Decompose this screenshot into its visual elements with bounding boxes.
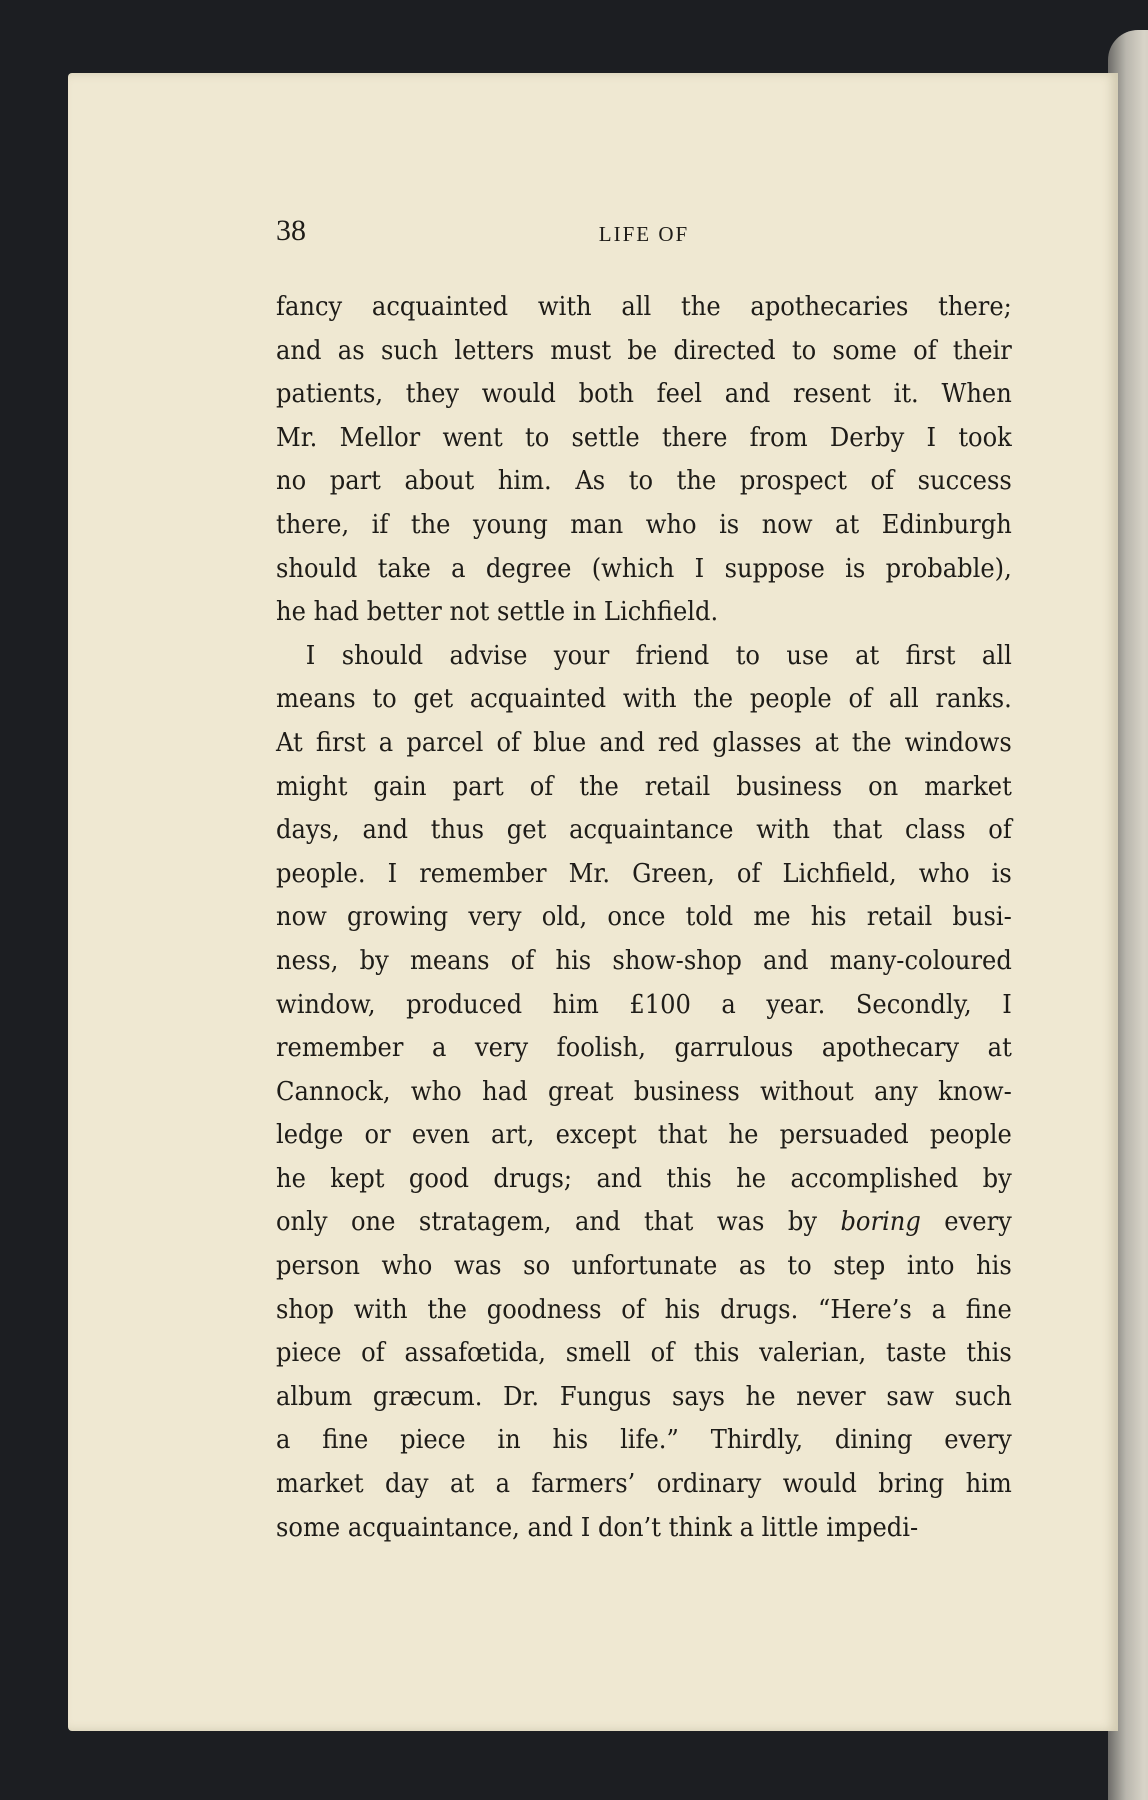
- text-segment: every: [920, 1207, 1012, 1238]
- text-line: window, produced him £100 a year. Secondly, I: [276, 989, 1012, 1020]
- text-line: might gain part of the retail business on market: [276, 771, 1012, 802]
- text-line: [276, 1201, 1012, 1245]
- text-line: a fine piece in his life.” Thirdly, dining every: [276, 1425, 1012, 1456]
- text-line: Mr. Mellor went to settle there from Derby I took: [276, 422, 1012, 453]
- text-line: days, and thus get acquaintance with that class of: [276, 815, 1012, 846]
- page-body-text: [276, 286, 1012, 1550]
- text-line: no part about him. As to the prospect of success: [276, 466, 1012, 497]
- text-line: fancy acquainted with all the apothecaries there;: [276, 292, 1012, 322]
- text-line: At first a parcel of blue and red glasses at the windows: [276, 727, 1012, 758]
- page-header: [276, 214, 1012, 254]
- text-line: person who was so unfortunate as to step into his: [276, 1251, 1012, 1282]
- text-line: shop with the goodness of his drugs. “Here’s a fine: [276, 1294, 1012, 1325]
- text-line: people. I remember Mr. Green, of Lichfield, who is: [276, 858, 1012, 889]
- text-line: market day at a farmers’ ordinary would bring him: [276, 1469, 1012, 1500]
- text-line: ledge or even art, except that he persuaded people: [276, 1120, 1012, 1151]
- text-line: and as such letters must be directed to some of their: [276, 335, 1012, 366]
- text-line: he kept good drugs; and this he accomplished by: [276, 1163, 1012, 1194]
- text-line: I should advise your friend to use at first all: [305, 640, 1012, 671]
- text-line: some acquaintance, and I don’t think a little impedi-: [276, 1512, 919, 1543]
- page-number: 38: [276, 214, 306, 247]
- text-line: Cannock, who had great business without any know-: [276, 1076, 1012, 1107]
- text-line: album græcum. Dr. Fungus says he never saw such: [276, 1381, 1012, 1412]
- text-line: remember a very foolish, garrulous apothecary at: [276, 1033, 1012, 1064]
- italic-word: boring: [840, 1207, 921, 1238]
- text-line: means to get acquainted with the people of all ranks.: [276, 684, 1012, 715]
- running-title: LIFE OF: [598, 222, 690, 246]
- text-line: should take a degree (which I suppose is probable),: [276, 553, 1012, 584]
- text-line: piece of assafœtida, smell of this valerian, taste this: [276, 1338, 1012, 1369]
- text-line: ness, by means of his show-shop and many-coloured: [276, 945, 1012, 976]
- text-line: now growing very old, once told me his retail busi-: [276, 902, 1012, 933]
- text-line: patients, they would both feel and resent it. When: [276, 379, 1012, 410]
- text-line: he had better not settle in Lichfield.: [276, 597, 719, 628]
- text-line: there, if the young man who is now at Edinburgh: [276, 509, 1012, 540]
- text-segment: only one stratagem, and that was by: [276, 1207, 841, 1238]
